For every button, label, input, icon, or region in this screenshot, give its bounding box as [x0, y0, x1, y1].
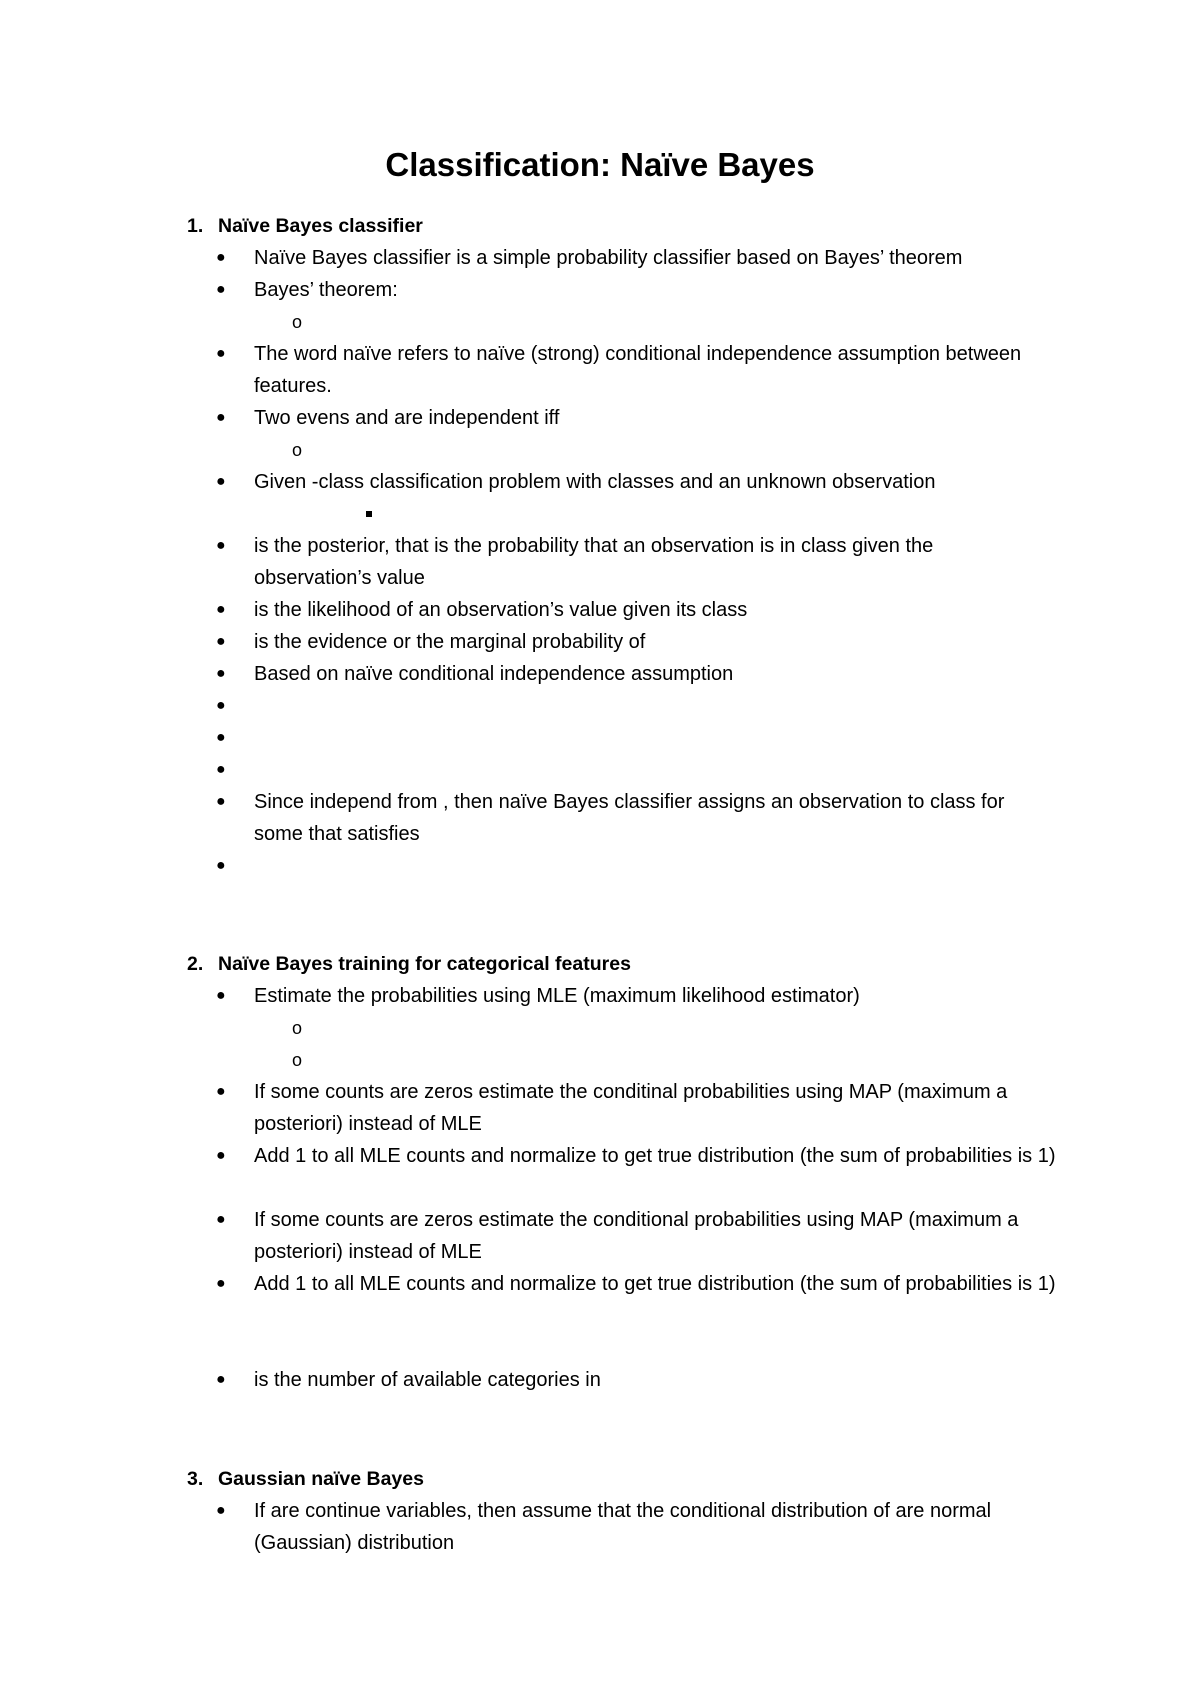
- bullet-icon: ●: [216, 1147, 226, 1164]
- bullet-icon: ●: [216, 1211, 226, 1228]
- list-item: ● Given -class classification problem with classes and an unknown observation: [216, 466, 1056, 498]
- bullet-icon: ●: [216, 761, 226, 778]
- bullet-icon: ●: [216, 281, 226, 298]
- list-item: ● Since independ from , then naïve Bayes classifier assigns an observation to class for some that satisfies: [216, 786, 1056, 850]
- bullet-icon: ●: [216, 409, 226, 426]
- list-item: ● Bayes’ theorem:: [216, 274, 1056, 306]
- bullet-icon: ●: [216, 473, 226, 490]
- bullet-icon: ●: [216, 697, 226, 714]
- list-item: ● is the evidence or the marginal probability of: [216, 626, 1056, 658]
- bullet-icon: ●: [216, 793, 226, 810]
- list-item: ● Add 1 to all MLE counts and normalize to get true distribution (the sum of probabilities is 1): [216, 1268, 1056, 1300]
- list-item: ● is the number of available categories in: [216, 1364, 1056, 1396]
- section-heading-2: [187, 951, 631, 977]
- section-title: Naïve Bayes training for categorical features: [218, 953, 631, 975]
- bullet-icon: ●: [216, 537, 226, 554]
- section-title: Naïve Bayes classifier: [218, 215, 423, 237]
- section-heading-1: [187, 213, 423, 239]
- section-title: Gaussian naïve Bayes: [218, 1468, 424, 1490]
- sub-bullet-icon: o: [292, 440, 303, 460]
- bullet-icon: ●: [216, 665, 226, 682]
- list-item: ● Two evens and are independent iff: [216, 402, 1056, 434]
- bullet-icon: ●: [216, 633, 226, 650]
- bullet-icon: ●: [216, 1502, 226, 1519]
- bullet-icon: ●: [216, 1083, 226, 1100]
- list-item: ● If some counts are zeros estimate the conditional probabilities using MAP (maximum a posteriori) instead of MLE: [216, 1204, 1056, 1268]
- bullet-icon: ●: [216, 601, 226, 618]
- bullet-icon: ●: [216, 345, 226, 362]
- section-heading-3: [187, 1466, 424, 1492]
- list-item: ● Add 1 to all MLE counts and normalize to get true distribution (the sum of probabilities is 1): [216, 1140, 1056, 1172]
- section-number: 2.: [187, 953, 204, 975]
- square-bullet-icon: [366, 511, 372, 517]
- section-number: 3.: [187, 1468, 204, 1490]
- list-item: ● The word naïve refers to naïve (strong) conditional independence assumption between features.: [216, 338, 1056, 402]
- list-item: ● If are continue variables, then assume that the conditional distribution of are normal (Gaussian) distribution: [216, 1495, 1056, 1559]
- list-item: ● If some counts are zeros estimate the conditinal probabilities using MAP (maximum a posteriori) instead of MLE: [216, 1076, 1056, 1140]
- section-number: 1.: [187, 215, 204, 237]
- sub-bullet-icon: o: [292, 312, 303, 332]
- bullet-icon: ●: [216, 249, 226, 266]
- page-title: Classification: Naïve Bayes: [385, 146, 815, 183]
- sub-bullet-icon: o: [292, 1018, 303, 1038]
- list-item: ● Estimate the probabilities using MLE (maximum likelihood estimator): [216, 980, 1056, 1012]
- list-item: ● is the likelihood of an observation’s value given its class: [216, 594, 1056, 626]
- list-item: ● is the posterior, that is the probability that an observation is in class given the observation’s value: [216, 530, 1056, 594]
- bullet-icon: ●: [216, 1275, 226, 1292]
- bullet-icon: ●: [216, 857, 226, 874]
- bullet-icon: ●: [216, 1371, 226, 1388]
- bullet-icon: ●: [216, 729, 226, 746]
- bullet-icon: ●: [216, 987, 226, 1004]
- list-item: ● Naïve Bayes classifier is a simple probability classifier based on Bayes’ theorem: [216, 242, 1056, 274]
- sub-bullet-icon: o: [292, 1050, 303, 1070]
- list-item: ● Based on naïve conditional independence assumption: [216, 658, 1056, 690]
